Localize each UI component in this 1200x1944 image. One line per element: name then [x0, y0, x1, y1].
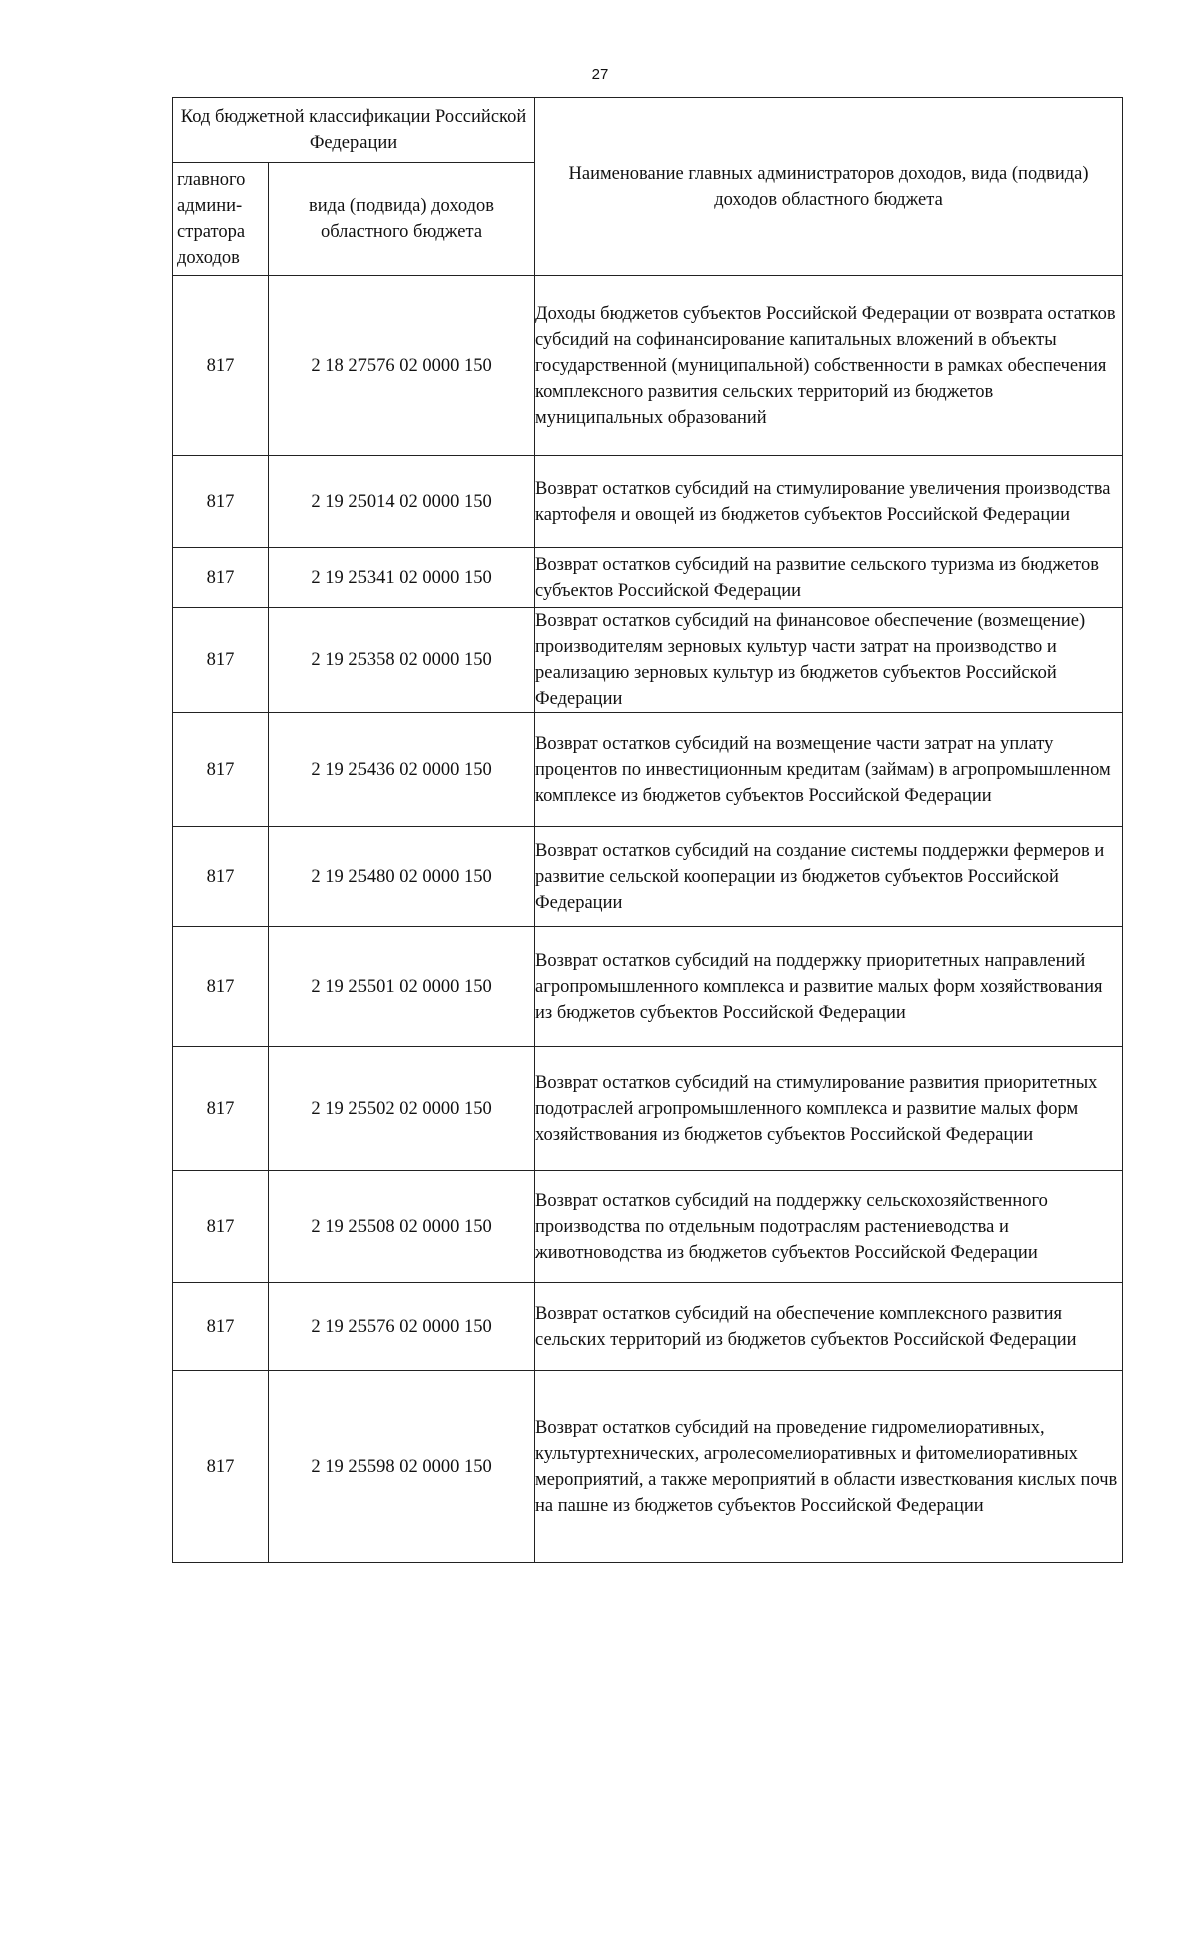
cell-administrator-code: 817	[173, 827, 269, 927]
header-revenue-type: вида (подвида) доходов областного бюджета	[269, 163, 535, 276]
cell-revenue-name: Возврат остатков субсидий на финансовое обеспечение (возмещение) производителям зерновых культур части затрат на производство и реализацию зерновых культур из бюджетов субъектов Российской Федерации	[535, 608, 1123, 713]
cell-revenue-name: Возврат остатков субсидий на стимулирование увеличения производства картофеля и овощей из бюджетов субъектов Российской Федерации	[535, 456, 1123, 548]
cell-revenue-code: 2 19 25501 02 0000 150	[269, 927, 535, 1047]
cell-revenue-code: 2 18 27576 02 0000 150	[269, 276, 535, 456]
cell-administrator-code: 817	[173, 1283, 269, 1371]
table-body	[173, 276, 1123, 1563]
table-row	[173, 456, 1123, 548]
cell-revenue-code: 2 19 25508 02 0000 150	[269, 1171, 535, 1283]
table-row	[173, 1283, 1123, 1371]
header-administrator-name: Наименование главных администраторов доходов, вида (подвида) доходов областного бюджета	[535, 98, 1123, 276]
cell-revenue-code: 2 19 25436 02 0000 150	[269, 713, 535, 827]
cell-revenue-code: 2 19 25341 02 0000 150	[269, 548, 535, 608]
table-row	[173, 713, 1123, 827]
header-budget-code-group: Код бюджетной классификации Российской Федерации	[173, 98, 535, 163]
cell-revenue-code: 2 19 25502 02 0000 150	[269, 1047, 535, 1171]
cell-administrator-code: 817	[173, 548, 269, 608]
cell-revenue-name: Возврат остатков субсидий на поддержку сельскохозяйственного производства по отдельным подотраслям растениеводства и животноводства из бюджетов субъектов Российской Федерации	[535, 1171, 1123, 1283]
table-row	[173, 1371, 1123, 1563]
cell-administrator-code: 817	[173, 276, 269, 456]
cell-revenue-name: Доходы бюджетов субъектов Российской Федерации от возврата остатков субсидий на софинансирование капитальных вложений в объекты государственной (муниципальной) собственности в рамках обеспечения комплексного развития сельских территорий из бюджетов муниципальных образований	[535, 276, 1123, 456]
table-row	[173, 1047, 1123, 1171]
cell-administrator-code: 817	[173, 1047, 269, 1171]
cell-administrator-code: 817	[173, 1371, 269, 1563]
cell-revenue-name: Возврат остатков субсидий на создание системы поддержки фермеров и развитие сельской кооперации из бюджетов субъектов Российской Федерации	[535, 827, 1123, 927]
header-main-administrator: главного админи-стратора доходов	[173, 163, 269, 276]
page-number: 27	[591, 66, 609, 83]
budget-classification-table	[172, 97, 1123, 1563]
cell-revenue-name: Возврат остатков субсидий на проведение гидромелиоративных, культуртехнических, агролесомелиоративных и фитомелиоративных мероприятий, а также мероприятий в области известкования кислых почв на пашне из бюджетов субъектов Российской Федерации	[535, 1371, 1123, 1563]
table-row	[173, 276, 1123, 456]
table-row	[173, 608, 1123, 713]
cell-revenue-code: 2 19 25358 02 0000 150	[269, 608, 535, 713]
cell-revenue-name: Возврат остатков субсидий на обеспечение комплексного развития сельских территорий из бюджетов субъектов Российской Федерации	[535, 1283, 1123, 1371]
cell-revenue-name: Возврат остатков субсидий на поддержку приоритетных направлений агропромышленного комплекса и развитие малых форм хозяйствования из бюджетов субъектов Российской Федерации	[535, 927, 1123, 1047]
header-row-top	[173, 98, 1123, 163]
table-row	[173, 927, 1123, 1047]
cell-administrator-code: 817	[173, 927, 269, 1047]
cell-administrator-code: 817	[173, 713, 269, 827]
cell-revenue-code: 2 19 25598 02 0000 150	[269, 1371, 535, 1563]
cell-revenue-name: Возврат остатков субсидий на развитие сельского туризма из бюджетов субъектов Российской Федерации	[535, 548, 1123, 608]
cell-revenue-name: Возврат остатков субсидий на стимулирование развития приоритетных подотраслей агропромышленного комплекса и развитие малых форм хозяйствования из бюджетов субъектов Российской Федерации	[535, 1047, 1123, 1171]
cell-revenue-code: 2 19 25576 02 0000 150	[269, 1283, 535, 1371]
cell-administrator-code: 817	[173, 456, 269, 548]
table-row	[173, 827, 1123, 927]
cell-administrator-code: 817	[173, 1171, 269, 1283]
table-row	[173, 1171, 1123, 1283]
cell-revenue-code: 2 19 25480 02 0000 150	[269, 827, 535, 927]
cell-revenue-name: Возврат остатков субсидий на возмещение части затрат на уплату процентов по инвестиционным кредитам (займам) в агропромышленном комплексе из бюджетов субъектов Российской Федерации	[535, 713, 1123, 827]
table-row	[173, 548, 1123, 608]
cell-revenue-code: 2 19 25014 02 0000 150	[269, 456, 535, 548]
cell-administrator-code: 817	[173, 608, 269, 713]
